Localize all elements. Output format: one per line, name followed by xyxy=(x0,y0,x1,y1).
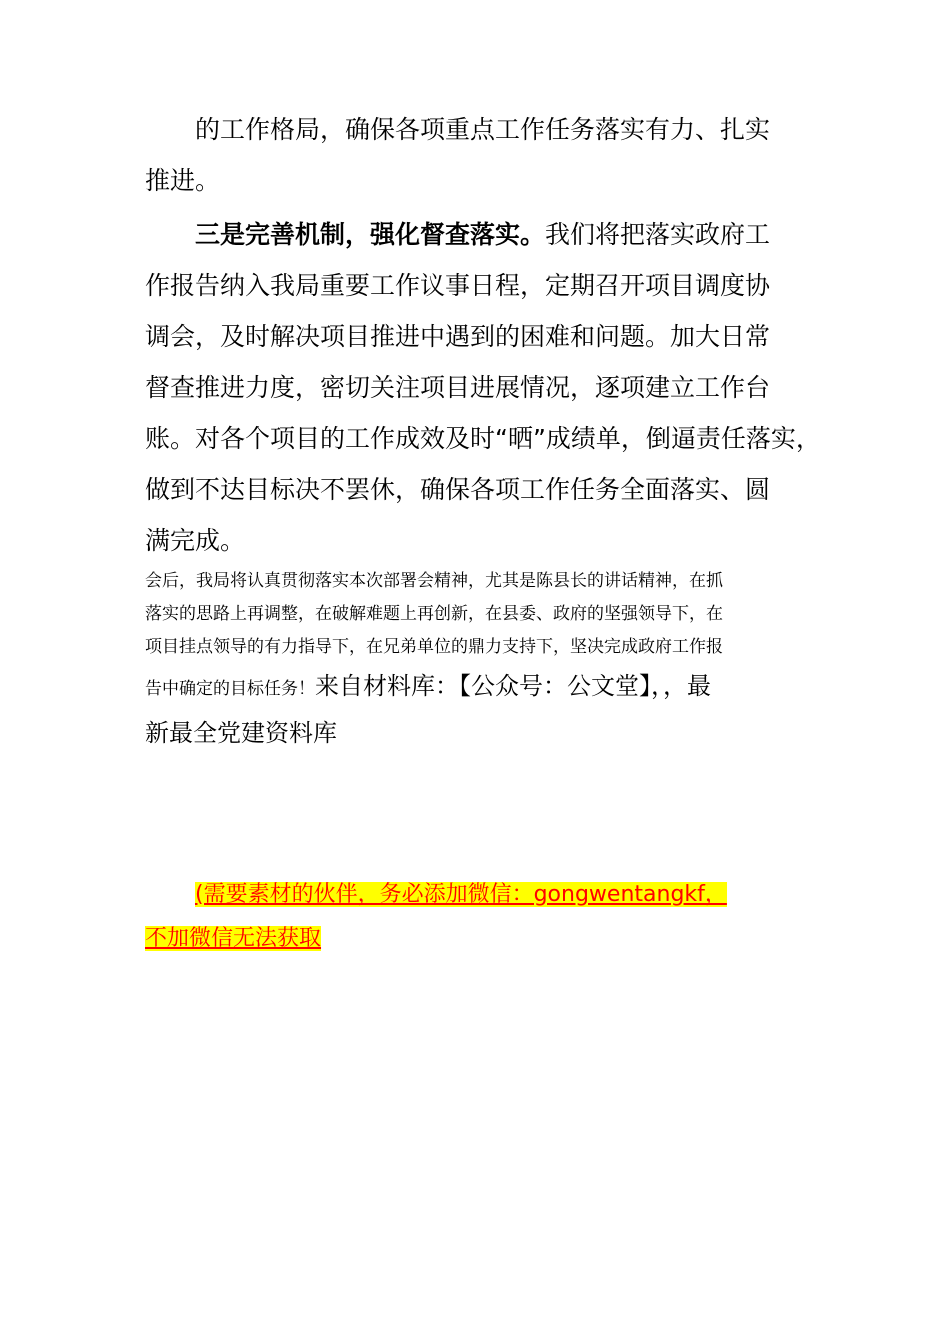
p2-line-5: 账。对各个项目的工作成效及时“晒”成绩单，倒逼责任落实， xyxy=(145,424,821,453)
notice-line-1-text: (需要素材的伙伴，务必添加微信：gongwentangkf， xyxy=(195,882,727,907)
p2-line-1 xyxy=(145,209,825,260)
closing-line-4-big: 来自材料库：【公众号：公文堂】，，最 xyxy=(315,672,711,700)
closing-line-1: 会后，我局将认真贯彻落实本次部署会精神，尤其是陈县长的讲话精神，在抓 xyxy=(145,571,723,591)
p2-line-7: 满完成。 xyxy=(145,526,246,555)
p2-line-1-text: 我们将把落实政府工 xyxy=(545,220,771,249)
paragraph-2 xyxy=(145,209,825,566)
notice-line-2-text: 不加微信无法获取 xyxy=(145,926,322,951)
notice-line-2 xyxy=(145,917,825,961)
p2-line-3: 调会，及时解决项目推进中遇到的困难和问题。加大日常 xyxy=(145,322,771,351)
paragraph-1 xyxy=(145,104,825,206)
notice-line-1 xyxy=(145,873,825,917)
p1-line-2: 推进。 xyxy=(145,166,221,195)
closing-line-4-small: 告中确定的目标任务！ xyxy=(145,679,315,699)
p2-heading: 三是完善机制，强化督查落实。 xyxy=(195,220,546,249)
notice-block xyxy=(145,873,825,961)
closing-line-3: 项目挂点领导的有力指导下，在兄弟单位的鼎力支持下，坚决完成政府工作报 xyxy=(145,637,723,657)
p1-line-1: 的工作格局，确保各项重点工作任务落实有力、扎实 xyxy=(195,115,771,144)
p2-line-2: 作报告纳入我局重要工作议事日程，定期召开项目调度协 xyxy=(145,271,771,300)
p2-line-4: 督查推进力度，密切关注项目进展情况，逐项建立工作台 xyxy=(145,373,771,402)
closing-line-2: 落实的思路上再调整，在破解难题上再创新，在县委、政府的坚强领导下，在 xyxy=(145,604,723,624)
closing-line-4 xyxy=(145,664,825,711)
closing-line-5: 新最全党建资料库 xyxy=(145,719,337,747)
p2-line-6: 做到不达目标决不罢休，确保各项工作任务全面落实、圆 xyxy=(145,475,771,504)
closing-paragraph xyxy=(145,565,825,755)
